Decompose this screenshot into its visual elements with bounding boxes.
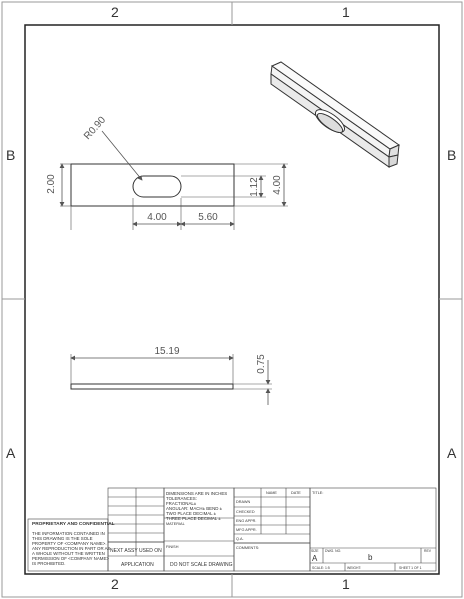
scale-label: SCALE: 1:5 (312, 566, 330, 570)
dwg-no-value: b (368, 553, 373, 562)
weight-label: WEIGHT: (347, 566, 362, 570)
zone-bottom-1: 1 (342, 576, 350, 592)
role-drawn: DRAWN (236, 500, 251, 504)
next-assy-label: NEXT ASSY (110, 548, 138, 554)
material-label: MATERIAL (166, 522, 185, 526)
dim-slot-to-end: 5.60 (198, 212, 218, 223)
proprietary-title: PROPRIETARY AND CONFIDENTIAL (32, 522, 115, 527)
dimensions-line-1: DIMENSIONS ARE IN INCHES (166, 491, 228, 496)
front-view (71, 354, 272, 405)
rev-label: REV (424, 549, 431, 553)
role-mfg-appr: MFG APPR. (236, 528, 257, 532)
date-column-header: DATE (291, 491, 301, 495)
dim-height: 2.00 (46, 174, 57, 194)
outer-border (2, 2, 462, 597)
application-label: APPLICATION (121, 562, 154, 568)
role-checked: CHECKED (236, 510, 255, 514)
zone-left-a: A (6, 445, 16, 461)
zone-left-b: B (6, 147, 16, 163)
dim-left-offset: 4.00 (147, 212, 167, 223)
dimensions-line-2: TOLERANCES: (166, 496, 197, 501)
no-scale-label: DO NOT SCALE DRAWING (170, 562, 233, 568)
role-eng-appr: ENG APPR. (236, 519, 257, 523)
proprietary-line-4: ANY REPRODUCTION IN PART OR AS (32, 546, 111, 551)
dimensions-line-4: ANGULAR: MACH± BEND ± (166, 506, 223, 511)
dim-slot-height: 1.12 (249, 177, 260, 197)
used-on-label: USED ON (139, 548, 162, 554)
sheet-label: SHEET 1 OF 1 (399, 566, 422, 570)
dimensions-line-5: TWO PLACE DECIMAL ± (166, 511, 217, 516)
zone-top-1: 1 (342, 4, 350, 20)
role-qa: Q.A. (236, 537, 244, 541)
dim-thickness: 0.75 (256, 354, 267, 374)
zone-bottom-2: 2 (111, 576, 119, 592)
zone-right-a: A (447, 445, 457, 461)
isometric-view (271, 62, 399, 167)
name-column-header: NAME (266, 491, 277, 495)
proprietary-line-1: THE INFORMATION CONTAINED IN (32, 531, 105, 536)
zone-right-b: B (447, 147, 457, 163)
proprietary-line-7: IS PROHIBITED. (32, 561, 66, 566)
dim-length: 15.19 (154, 346, 180, 357)
title-label: TITLE: (312, 491, 324, 495)
dimensions-line-6: THREE PLACE DECIMAL ± (166, 516, 221, 521)
proprietary-line-2: THIS DRAWING IS THE SOLE (32, 536, 93, 541)
dwg-no-label: DWG. NO. (325, 549, 342, 553)
proprietary-line-5: A WHOLE WITHOUT THE WRITTEN (32, 551, 105, 556)
finish-label: FINISH (166, 545, 179, 549)
zone-top-2: 2 (111, 4, 119, 20)
proprietary-line-6: PERMISSION OF <COMPANY NAME> (32, 556, 109, 561)
inner-border (25, 25, 439, 574)
dim-total-height: 4.00 (272, 175, 283, 195)
size-value: A (312, 554, 318, 563)
role-comments: COMMENTS: (236, 546, 260, 550)
proprietary-line-3: PROPERTY OF <COMPANY NAME>. (32, 541, 107, 546)
dimensions-line-3: FRACTIONAL± (166, 501, 197, 506)
dim-radius: R0.90 (82, 114, 109, 143)
size-label: SIZE (311, 549, 319, 553)
